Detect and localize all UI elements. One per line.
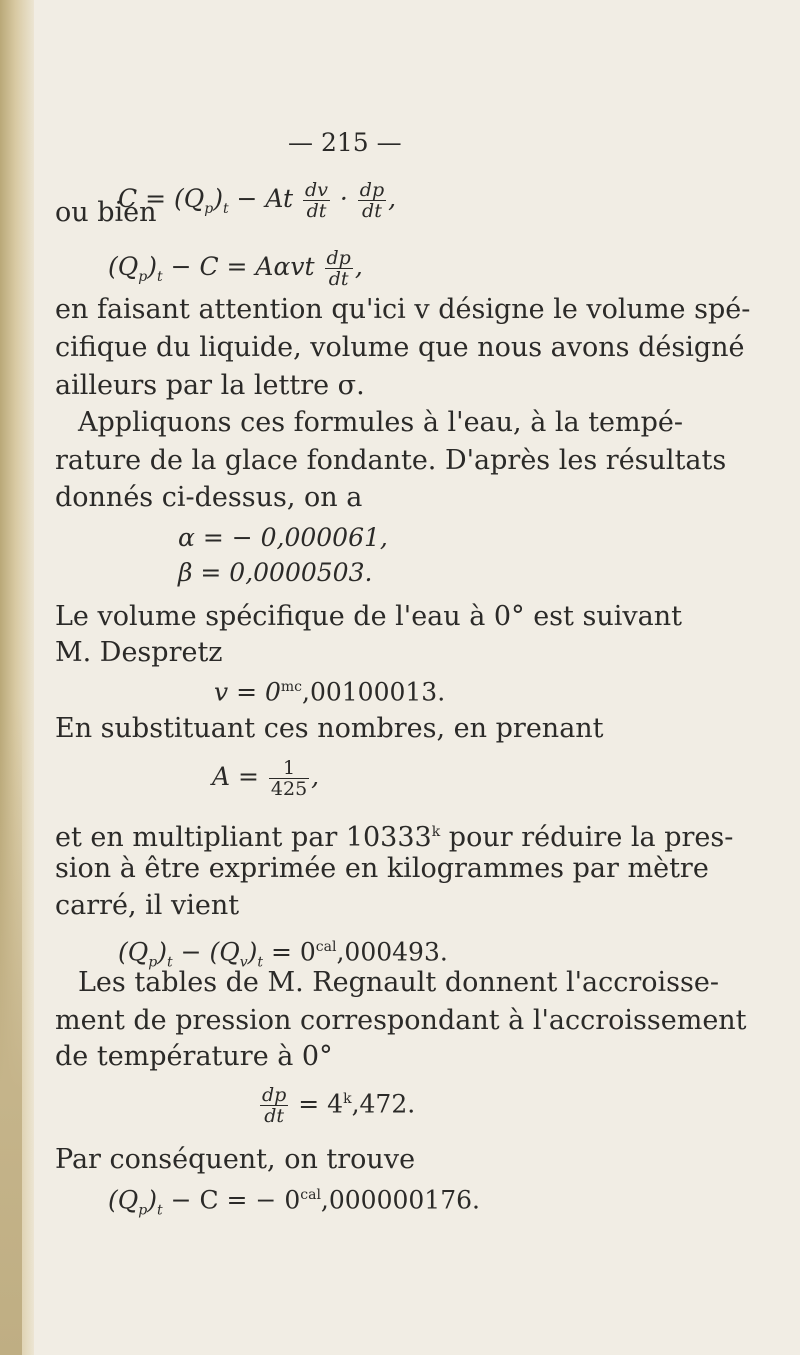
paragraph-line: ment de pression correspondant à l'accroissement: [55, 1005, 747, 1036]
paragraph-line: sion à être exprimée en kilogrammes par mètre: [55, 853, 709, 884]
paragraph-line: carré, il vient: [55, 890, 240, 921]
paragraph-line: rature de la glace fondante. D'après les résultats: [55, 445, 727, 476]
paragraph-line: et en multipliant par 10333$^k$ pour réduire la pres-: [55, 822, 734, 853]
v-equation: $v = 0^{mc},00100013$.: [214, 677, 446, 707]
paragraph-line: En substituant ces nombres, en prenant: [55, 713, 604, 744]
equation-1: $C = (Q_p)_t - At$ $\frac{dv}{dt}$ · $\frac{dp}{dt}$ ,: [118, 179, 397, 222]
fraction-dp-dt: $\frac{dp}{dt}$: [326, 247, 351, 290]
paragraph-line: Appliquons ces formules à l'eau, à la tempé-: [78, 407, 684, 438]
paragraph-line: ailleurs par la lettre σ.: [55, 370, 365, 401]
fraction-dp-dt: $\frac{dp}{dt}$: [262, 1084, 287, 1128]
paragraph-line: en faisant attention qu'ici v désigne le volume spé-: [55, 294, 751, 325]
paragraph-line: donnés ci-dessus, on a: [55, 482, 363, 513]
paragraph-line: Le volume spécifique de l'eau à 0° est suivant: [55, 601, 682, 632]
paragraph-line: cifique du liquide, volume que nous avons désigné: [55, 332, 745, 363]
fraction-dp-dt: $\frac{dp}{dt}$: [359, 179, 385, 222]
paragraph-line: M. Despretz: [55, 637, 223, 668]
paragraph-line: Les tables de M. Regnault donnent l'accroisse-: [78, 967, 719, 998]
fraction-one-over-425: $\frac{1}{425}$: [270, 757, 308, 800]
A-equation: A = $\frac{1}{425}$ ,: [212, 757, 320, 800]
page-edge-shadow: [0, 700, 22, 1355]
page-number: — 215 —: [288, 128, 402, 157]
final-equation: $(Q_p)_t - C$ = − $0^{cal},000000176$.: [108, 1185, 480, 1219]
fraction-dv-dt: $\frac{dv}{dt}$: [305, 179, 328, 222]
text-line: ou bien: [55, 197, 157, 228]
paragraph-line: de température à 0°: [55, 1041, 333, 1072]
paragraph-line: Par conséquent, on trouve: [55, 1144, 416, 1175]
alpha-equation: α = − 0,000061,: [178, 523, 388, 552]
dpdt-equation: $\frac{dp}{dt}$ = $4^k,472$.: [262, 1084, 416, 1128]
equation-2: $(Q_p)_t - C = A\alpha vt$ $\frac{dp}{dt}$ ,: [108, 247, 363, 290]
beta-equation: β = 0,0000503.: [178, 558, 373, 587]
q-equation: $(Q_p)_t - (Q_v)_t = 0^{cal},000493$.: [118, 937, 448, 971]
